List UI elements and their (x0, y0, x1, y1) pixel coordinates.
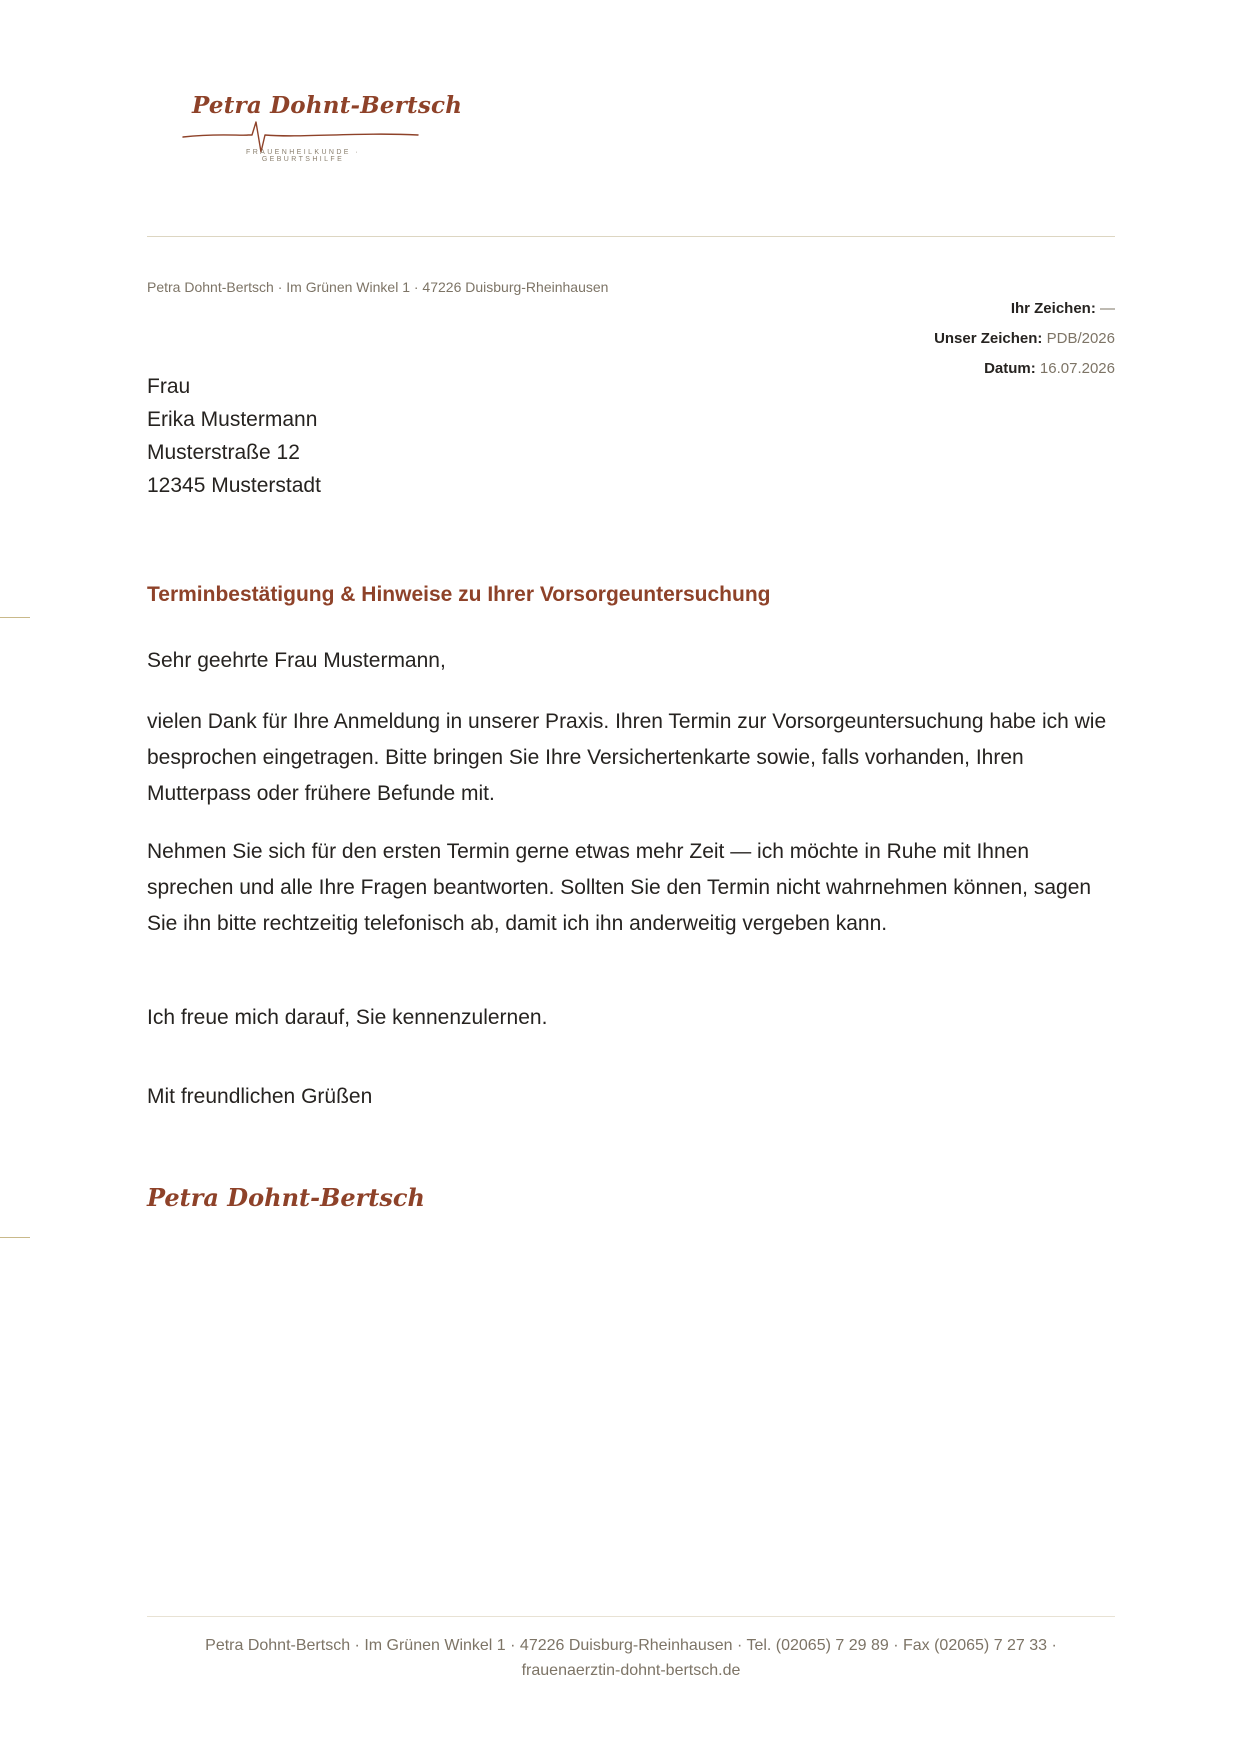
footer (147, 1633, 1115, 1683)
fold-mark (0, 1237, 30, 1238)
letter-closing: Mit freundlichen Grüßen (147, 1085, 373, 1108)
header-divider (147, 236, 1115, 237)
recipient-salutation: Frau (147, 375, 191, 398)
letterhead-tagline: FRAUENHEILKUNDE · GEBURTSHILFE (246, 149, 360, 163)
footer-website: frauenaerztin-dohnt-bertsch.de (521, 1662, 741, 1679)
ref-datum-label: Datum: (984, 360, 1036, 377)
recipient-city: 12345 Musterstadt (147, 474, 321, 497)
ref-ihr-zeichen (1011, 300, 1115, 317)
ref-ihr-zeichen-label: Ihr Zeichen: (1010, 300, 1096, 317)
letter-paragraph: Nehmen Sie sich für den ersten Termin gerne etwas mehr Zeit — ich möchte in Ruhe mit Ihnen sprechen und alle Ihre Fragen beantworten. Sollten Sie den Termin nicht wahrnehmen können, sagen Sie ihn bitte rechtzeitig telefonisch ab, damit ich ihn anderweitig vergeben kann. (147, 840, 1092, 935)
letter-signature: Petra Dohnt-Bertsch (147, 1183, 425, 1212)
recipient-address (147, 370, 321, 502)
sender-return-line: Petra Dohnt-Bertsch · Im Grünen Winkel 1 · 47226 Duisburg-Rheinhausen (147, 279, 609, 295)
letter-greeting: Sehr geehrte Frau Mustermann, (147, 649, 446, 672)
ref-unser-zeichen-value: PDB/2026 (1046, 330, 1115, 347)
letter-subject: Terminbestätigung & Hinweise zu Ihrer Vorsorgeuntersuchung (147, 583, 771, 606)
ref-datum-value: 16.07.2026 (1039, 360, 1115, 377)
recipient-name: Erika Mustermann (147, 408, 318, 431)
ref-unser-zeichen-label: Unser Zeichen: (934, 330, 1043, 347)
fold-mark (0, 617, 30, 618)
ref-ihr-zeichen-value: — (1100, 300, 1115, 317)
letter-paragraph: Ich freue mich darauf, Sie kennenzulernen. (147, 1006, 548, 1029)
footer-contact-line: Petra Dohnt-Bertsch · Im Grünen Winkel 1 · 47226 Duisburg-Rheinhausen · Tel. (02065) 7 29 89 · Fax (02065) 7 27 33 · (205, 1637, 1057, 1654)
letterhead-name: Petra Dohnt-Bertsch (192, 92, 463, 119)
ref-datum (984, 360, 1115, 377)
letter-paragraph: vielen Dank für Ihre Anmeldung in unserer Praxis. Ihren Termin zur Vorsorgeuntersuchung habe ich wie besprochen eingetragen. Bitte bringen Sie Ihre Versichertenkarte sowie, falls vorhanden, Ihren Mutterpass oder frühere Befunde mit. (147, 710, 1107, 805)
footer-divider (147, 1616, 1115, 1617)
recipient-street: Musterstraße 12 (147, 441, 300, 464)
ref-unser-zeichen (934, 330, 1115, 347)
